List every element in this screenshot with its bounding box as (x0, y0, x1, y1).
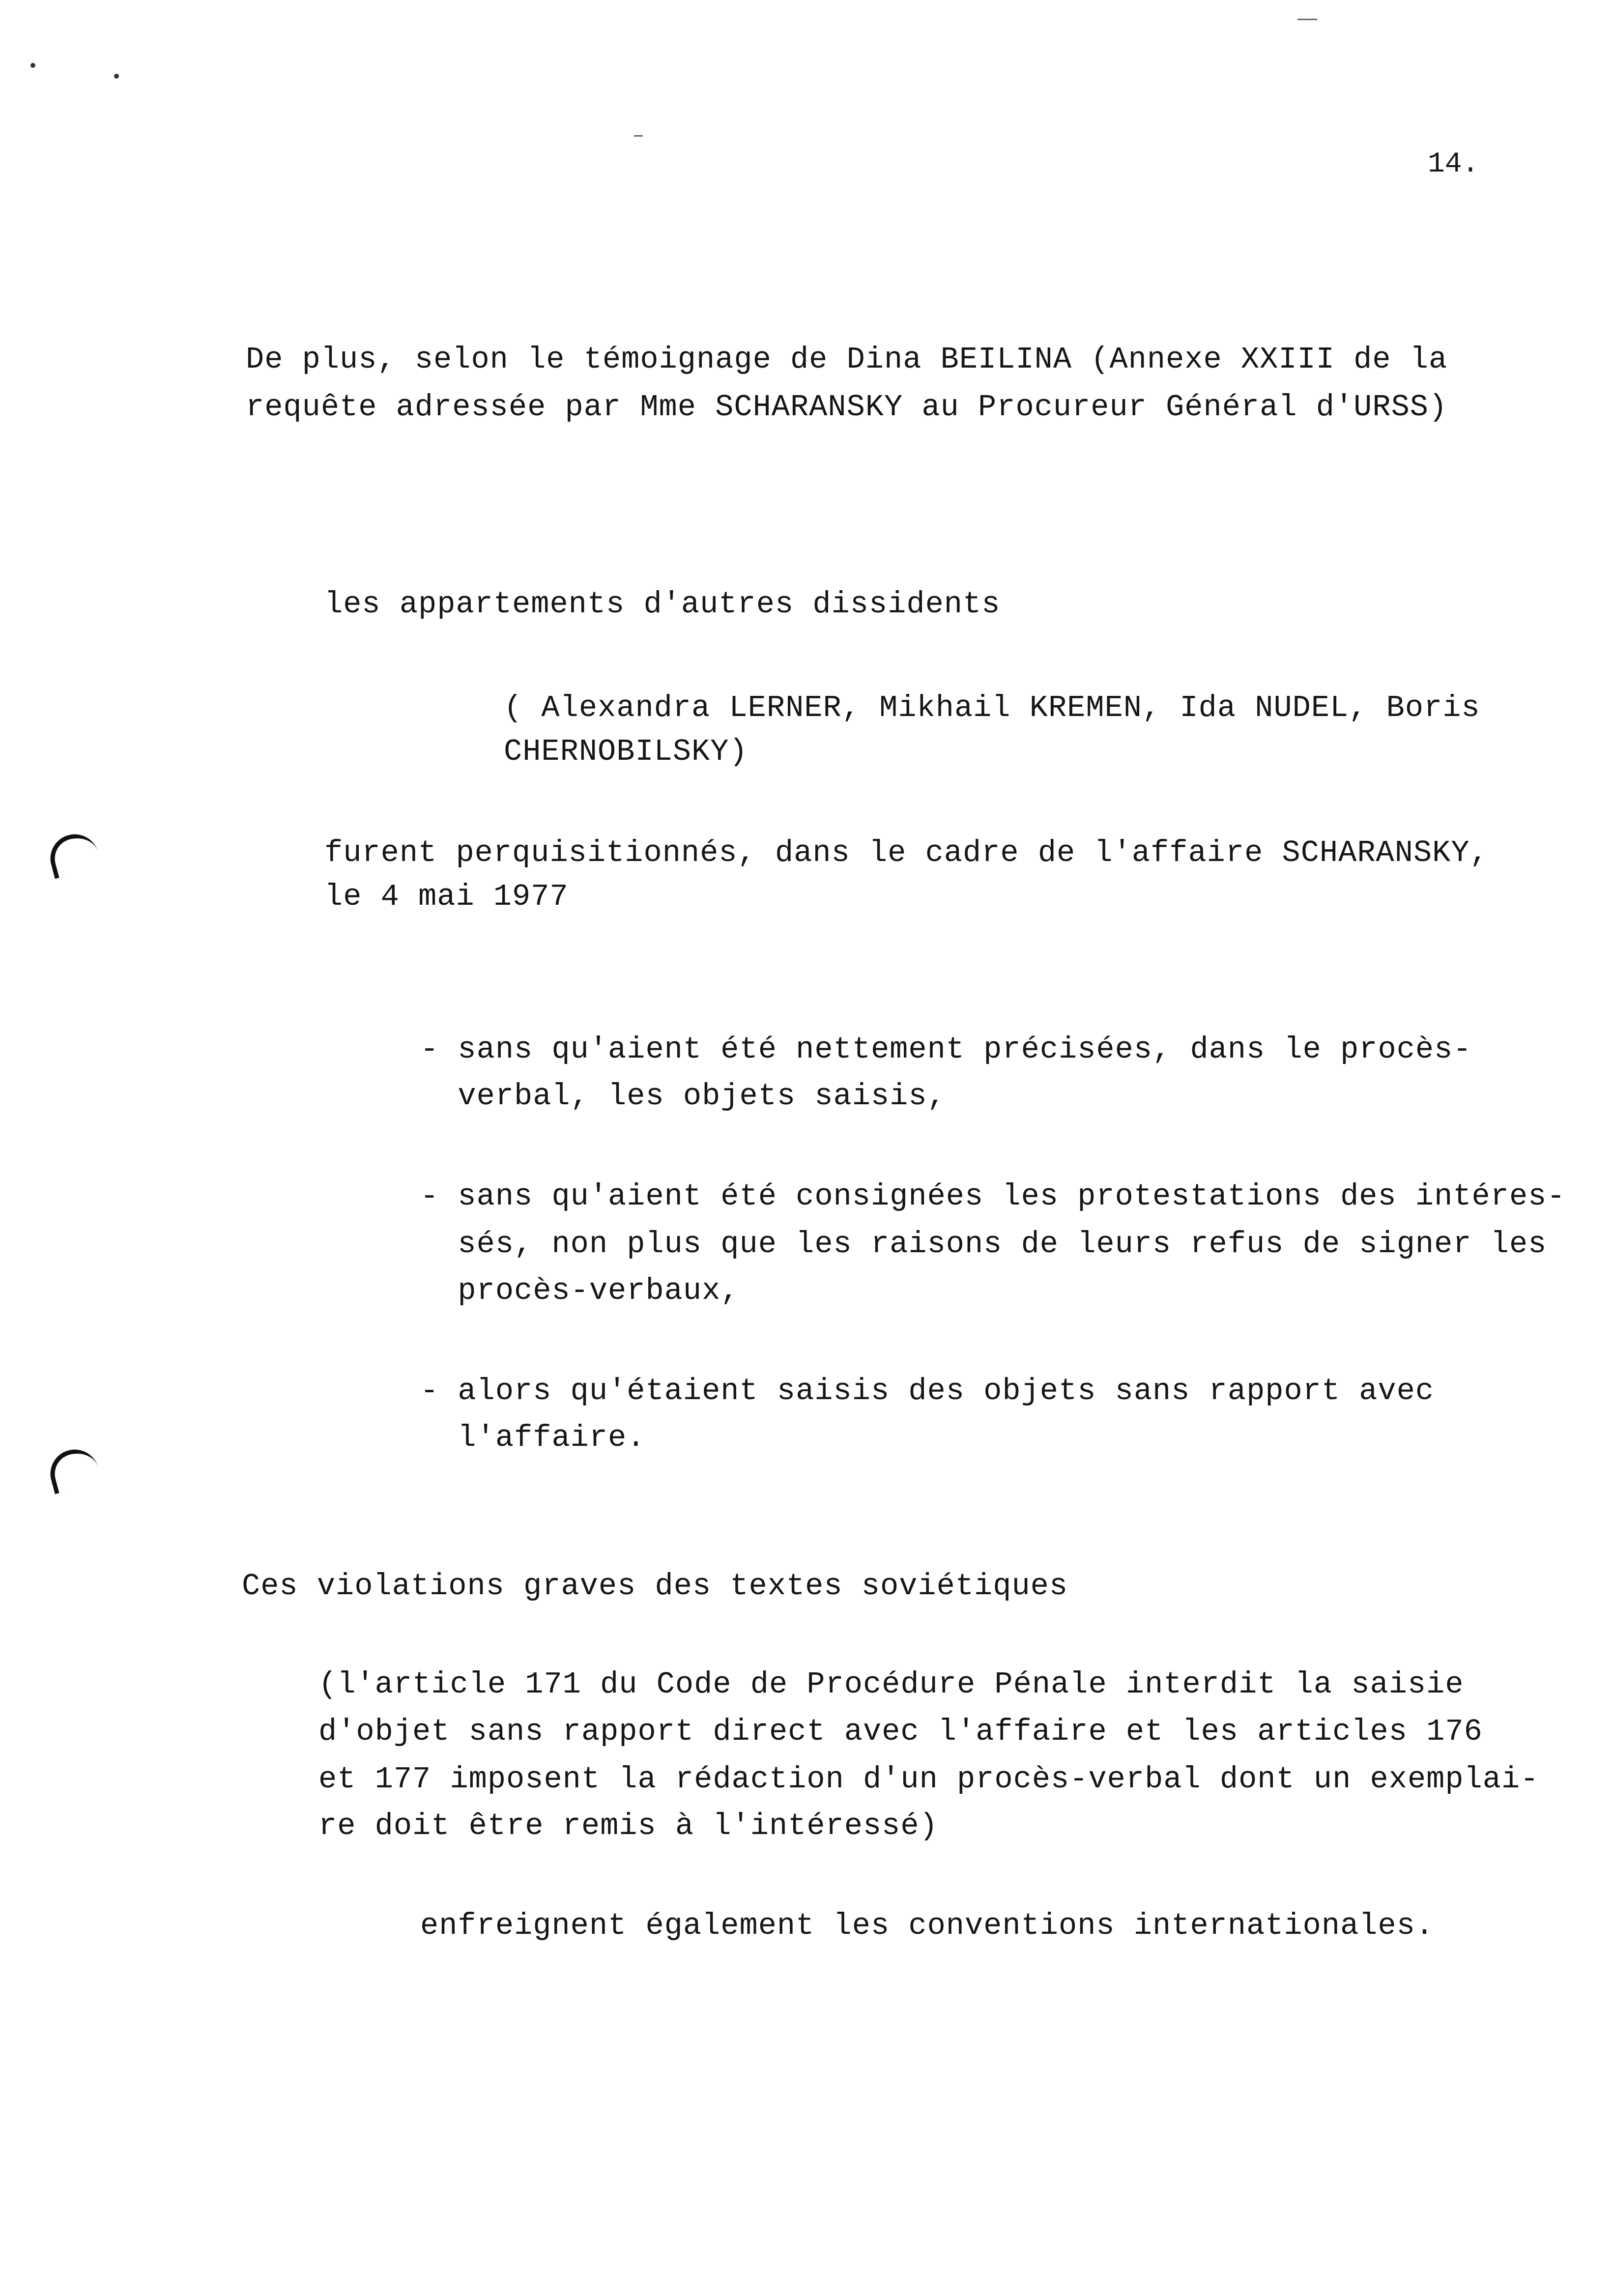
scan-speck (114, 74, 119, 79)
bullet-2-line-3: procès-verbaux, (420, 1273, 740, 1308)
scan-dash (1297, 19, 1317, 20)
article-line-1: (l'article 171 du Code de Procédure Pénale interdit la saisie (318, 1667, 1464, 1702)
violations-line: Ces violations graves des textes soviétiques (242, 1569, 1068, 1604)
bullet-2-line-1: - sans qu'aient été consignées les protestations des intéres- (420, 1179, 1566, 1214)
article-line-3: et 177 imposent la rédaction d'un procès-verbal dont un exemplai- (318, 1762, 1539, 1797)
page-number: 14. (1428, 148, 1479, 180)
search-line-1: furent perquisitionnés, dans le cadre de l'affaire SCHARANSKY, (324, 835, 1489, 870)
conventions-line: enfreignent également les conventions internationales. (420, 1908, 1435, 1943)
scan-dash (634, 135, 643, 137)
bullet-3-line-2: l'affaire. (420, 1420, 646, 1455)
search-line-2: le 4 mai 1977 (324, 879, 569, 914)
names-line-2: CHERNOBILSKY) (504, 734, 748, 769)
punch-hole-mark (45, 1444, 102, 1494)
apartments-line: les appartements d'autres dissidents (324, 587, 1001, 622)
paragraph-intro-line-1: De plus, selon le témoignage de Dina BEILINA (Annexe XXIII de la (246, 342, 1448, 377)
punch-hole-mark (45, 829, 102, 879)
bullet-2-line-2: sés, non plus que les raisons de leurs refus de signer les (420, 1227, 1547, 1262)
scan-speck (30, 63, 35, 68)
bullet-3-line-1: - alors qu'étaient saisis des objets sans rapport avec (420, 1374, 1435, 1408)
paragraph-intro-line-2: requête adressée par Mme SCHARANSKY au Procureur Général d'URSS) (246, 390, 1448, 425)
bullet-1-line-1: - sans qu'aient été nettement précisées, dans le procès- (420, 1032, 1472, 1067)
article-line-4: re doit être remis à l'intéressé) (318, 1808, 938, 1843)
names-line-1: ( Alexandra LERNER, Mikhail KREMEN, Ida NUDEL, Boris (504, 690, 1480, 725)
bullet-1-line-2: verbal, les objets saisis, (420, 1079, 946, 1114)
article-line-2: d'objet sans rapport direct avec l'affaire et les articles 176 (318, 1714, 1483, 1749)
